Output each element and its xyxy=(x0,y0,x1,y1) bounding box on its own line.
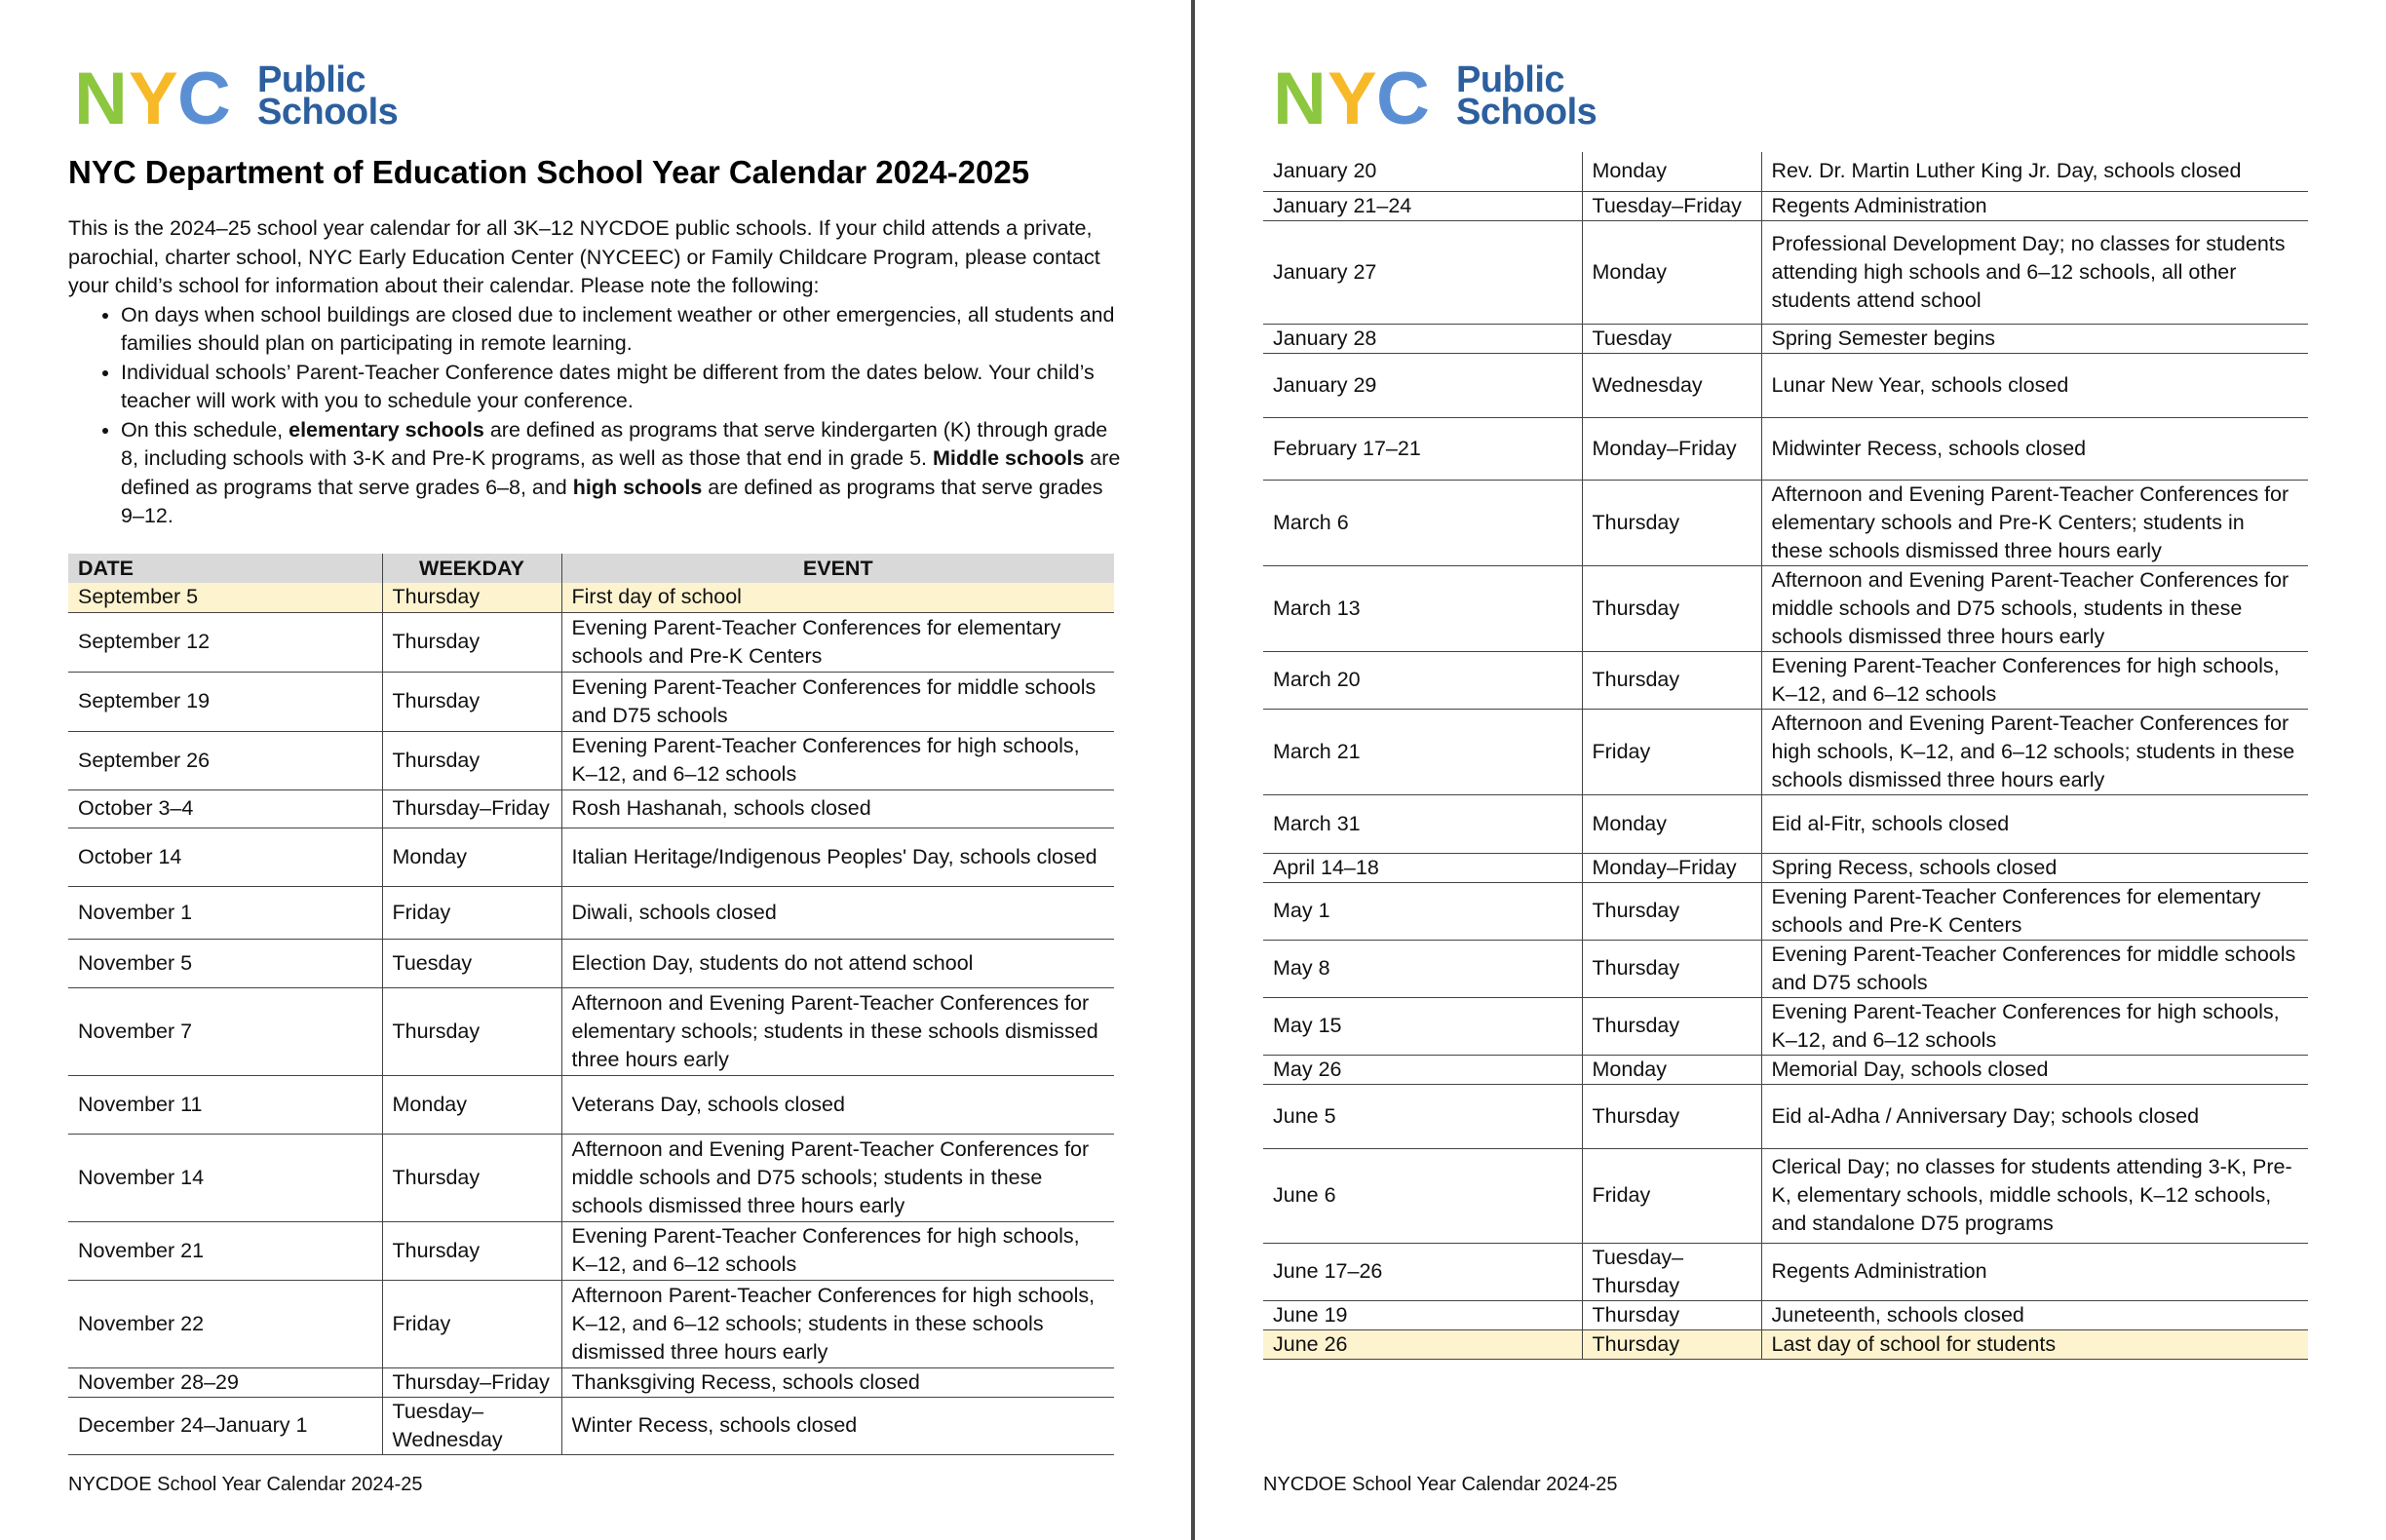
note-conference-dates: • Individual schools’ Parent-Teacher Conference dates might be different from the dates below. Your child’s teacher will work with you to schedule your conference. xyxy=(121,359,1121,416)
page-footer: NYCDOE School Year Calendar 2024-25 xyxy=(68,1474,423,1495)
cell-weekday: Thursday xyxy=(382,612,561,672)
cell-date: November 1 xyxy=(68,886,382,939)
table-row xyxy=(1263,651,2308,709)
table-row xyxy=(1263,1055,2308,1084)
svg-text:C: C xyxy=(177,65,231,128)
table-row xyxy=(68,672,1114,731)
cell-event: Evening Parent-Teacher Conferences for elementary schools and Pre-K Centers xyxy=(561,612,1114,672)
cell-event: Juneteenth, schools closed xyxy=(1761,1300,2308,1329)
cell-weekday: Wednesday xyxy=(1582,353,1761,417)
table-row xyxy=(1263,882,2308,940)
cell-event: Lunar New Year, schools closed xyxy=(1761,353,2308,417)
intro-text xyxy=(68,214,1121,531)
table-row xyxy=(1263,324,2308,353)
cell-event: Afternoon Parent-Teacher Conferences for high schools, K–12, and 6–12 schools; students in these schools dismissed three hours early xyxy=(561,1280,1114,1367)
cell-weekday: Monday xyxy=(1582,1055,1761,1084)
nyc-logo-icon xyxy=(1273,65,1446,128)
table-row xyxy=(68,789,1114,828)
cell-event: Afternoon and Evening Parent-Teacher Conferences for elementary schools and Pre-K Centers; students in these schools dismissed three hours early xyxy=(1761,480,2308,565)
cell-event: Italian Heritage/Indigenous Peoples' Day, schools closed xyxy=(561,828,1114,886)
cell-weekday: Thursday xyxy=(1582,1300,1761,1329)
cell-date: January 28 xyxy=(1263,324,1582,353)
cell-weekday: Thursday xyxy=(382,672,561,731)
cell-date: November 28–29 xyxy=(68,1367,382,1397)
table-row xyxy=(1263,709,2308,794)
cell-weekday: Thursday xyxy=(1582,565,1761,651)
table-row xyxy=(68,1134,1114,1221)
cell-event: Afternoon and Evening Parent-Teacher Conferences for middle schools and D75 schools; students in these schools dismissed three hours early xyxy=(561,1134,1114,1221)
table-row xyxy=(68,1075,1114,1134)
cell-weekday: Thursday xyxy=(382,987,561,1075)
cell-weekday: Thursday xyxy=(1582,480,1761,565)
cell-date: January 20 xyxy=(1263,152,1582,191)
table-row xyxy=(1263,353,2308,417)
cell-event: Eid al-Fitr, schools closed xyxy=(1761,794,2308,853)
svg-text:Y: Y xyxy=(1328,65,1371,128)
table-row xyxy=(1263,565,2308,651)
cell-event: Veterans Day, schools closed xyxy=(561,1075,1114,1134)
cell-weekday: Monday–Friday xyxy=(1582,853,1761,882)
note-remote-learning: • On days when school buildings are closed due to inclement weather or other emergencies, all students and families should plan on participating in remote learning. xyxy=(121,301,1121,359)
logo-line-2: Schools xyxy=(257,92,399,133)
cell-date: June 5 xyxy=(1263,1084,1582,1148)
cell-event: Diwali, schools closed xyxy=(561,886,1114,939)
cell-weekday: Monday xyxy=(1582,152,1761,191)
table-row xyxy=(68,828,1114,886)
table-body xyxy=(68,583,1114,1454)
cell-event: Evening Parent-Teacher Conferences for middle schools and D75 schools xyxy=(1761,940,2308,997)
table-row xyxy=(1263,1084,2308,1148)
cell-event: Winter Recess, schools closed xyxy=(561,1397,1114,1454)
cell-weekday: Thursday xyxy=(382,1221,561,1280)
calendar-table-page-1 xyxy=(68,554,1114,1455)
cell-weekday: Monday xyxy=(1582,794,1761,853)
cell-date: March 21 xyxy=(1263,709,1582,794)
cell-weekday: Monday–Friday xyxy=(1582,417,1761,480)
cell-weekday: Tuesday xyxy=(382,939,561,987)
table-row xyxy=(1263,1329,2308,1359)
cell-weekday: Thursday xyxy=(1582,1084,1761,1148)
table-row xyxy=(68,1280,1114,1367)
cell-date: September 12 xyxy=(68,612,382,672)
cell-weekday: Thursday xyxy=(382,1134,561,1221)
cell-date: November 11 xyxy=(68,1075,382,1134)
table-row xyxy=(68,1397,1114,1454)
table-row xyxy=(1263,480,2308,565)
cell-date: September 26 xyxy=(68,731,382,789)
logo-wordmark xyxy=(257,59,399,133)
cell-weekday: Tuesday–Wednesday xyxy=(382,1397,561,1454)
calendar-table-page-2 xyxy=(1263,152,2308,1360)
cell-event: Regents Administration xyxy=(1761,1243,2308,1300)
cell-event: Evening Parent-Teacher Conferences for high schools, K–12, and 6–12 schools xyxy=(561,1221,1114,1280)
table-row xyxy=(68,583,1114,612)
cell-date: May 8 xyxy=(1263,940,1582,997)
column-header-event: EVENT xyxy=(561,554,1114,583)
cell-event: Spring Semester begins xyxy=(1761,324,2308,353)
cell-event: Rosh Hashanah, schools closed xyxy=(561,789,1114,828)
cell-event: Thanksgiving Recess, schools closed xyxy=(561,1367,1114,1397)
cell-weekday: Thursday xyxy=(382,583,561,612)
cell-date: November 5 xyxy=(68,939,382,987)
cell-event: Eid al-Adha / Anniversary Day; schools closed xyxy=(1761,1084,2308,1148)
svg-text:N: N xyxy=(1273,65,1321,128)
cell-event: Rev. Dr. Martin Luther King Jr. Day, schools closed xyxy=(1761,152,2308,191)
cell-event: Evening Parent-Teacher Conferences for high schools, K–12, and 6–12 schools xyxy=(1761,997,2308,1055)
table-row xyxy=(68,1367,1114,1397)
cell-event: Regents Administration xyxy=(1761,191,2308,220)
nyc-logo-icon xyxy=(74,65,248,128)
cell-event: Memorial Day, schools closed xyxy=(1761,1055,2308,1084)
cell-weekday: Monday xyxy=(382,1075,561,1134)
cell-date: February 17–21 xyxy=(1263,417,1582,480)
table-body xyxy=(1263,152,2308,1359)
page-footer: NYCDOE School Year Calendar 2024-25 xyxy=(1263,1474,1618,1495)
cell-date: June 26 xyxy=(1263,1329,1582,1359)
nyc-public-schools-logo xyxy=(1273,59,1597,133)
table-row xyxy=(1263,940,2308,997)
cell-event: Evening Parent-Teacher Conferences for middle schools and D75 schools xyxy=(561,672,1114,731)
cell-date: January 29 xyxy=(1263,353,1582,417)
cell-date: November 7 xyxy=(68,987,382,1075)
table-row xyxy=(68,987,1114,1075)
cell-event: Evening Parent-Teacher Conferences for high schools, K–12, and 6–12 schools xyxy=(561,731,1114,789)
cell-date: March 31 xyxy=(1263,794,1582,853)
svg-text:C: C xyxy=(1376,65,1430,128)
cell-event: Midwinter Recess, schools closed xyxy=(1761,417,2308,480)
cell-event: Spring Recess, schools closed xyxy=(1761,853,2308,882)
nyc-public-schools-logo xyxy=(74,59,399,133)
notes-list xyxy=(68,301,1121,531)
cell-date: December 24–January 1 xyxy=(68,1397,382,1454)
table-row xyxy=(68,612,1114,672)
table-row xyxy=(1263,220,2308,324)
table-row xyxy=(1263,152,2308,191)
cell-weekday: Friday xyxy=(1582,1148,1761,1243)
cell-date: January 27 xyxy=(1263,220,1582,324)
cell-weekday: Friday xyxy=(382,1280,561,1367)
cell-weekday: Thursday xyxy=(1582,940,1761,997)
cell-event: Clerical Day; no classes for students attending 3-K, Pre-K, elementary schools, middle schools, K–12 schools, and standalone D75 programs xyxy=(1761,1148,2308,1243)
cell-date: March 6 xyxy=(1263,480,1582,565)
column-header-date: DATE xyxy=(68,554,382,583)
cell-date: June 6 xyxy=(1263,1148,1582,1243)
cell-date: October 14 xyxy=(68,828,382,886)
note-school-definitions: • On this schedule, elementary schools are defined as programs that serve kindergarten (K) through grade 8, including schools with 3-K and Pre-K programs, as well as those that end in grade 5. Middle schools are defined as programs that serve grades 6–8, and high schools are defined as programs that serve grades 9–12. xyxy=(121,416,1121,531)
cell-weekday: Thursday–Friday xyxy=(382,789,561,828)
cell-event: Afternoon and Evening Parent-Teacher Conferences for high schools, K–12, and 6–12 schools; students in these schools dismissed three hours early xyxy=(1761,709,2308,794)
cell-date: September 19 xyxy=(68,672,382,731)
cell-weekday: Thursday xyxy=(1582,651,1761,709)
logo-line-1: Public xyxy=(257,59,366,100)
cell-weekday: Tuesday–Thursday xyxy=(1582,1243,1761,1300)
table-header-row xyxy=(68,554,1114,583)
table-row xyxy=(68,939,1114,987)
column-header-weekday: WEEKDAY xyxy=(382,554,561,583)
table-row xyxy=(1263,997,2308,1055)
table-row xyxy=(1263,794,2308,853)
cell-event: Evening Parent-Teacher Conferences for elementary schools and Pre-K Centers xyxy=(1761,882,2308,940)
cell-weekday: Monday xyxy=(1582,220,1761,324)
cell-weekday: Thursday xyxy=(1582,997,1761,1055)
cell-weekday: Friday xyxy=(1582,709,1761,794)
cell-date: November 14 xyxy=(68,1134,382,1221)
cell-weekday: Monday xyxy=(382,828,561,886)
svg-text:Y: Y xyxy=(129,65,173,128)
cell-date: May 1 xyxy=(1263,882,1582,940)
cell-date: January 21–24 xyxy=(1263,191,1582,220)
table-row xyxy=(1263,1243,2308,1300)
cell-weekday: Tuesday xyxy=(1582,324,1761,353)
page-2 xyxy=(1195,0,2386,1540)
cell-date: March 13 xyxy=(1263,565,1582,651)
table-row xyxy=(1263,417,2308,480)
cell-event: Professional Development Day; no classes for students attending high schools and 6–12 schools, all other students attend school xyxy=(1761,220,2308,324)
cell-date: May 26 xyxy=(1263,1055,1582,1084)
cell-date: November 22 xyxy=(68,1280,382,1367)
intro-paragraph: This is the 2024–25 school year calendar for all 3K–12 NYCDOE public schools. If your child attends a private, parochial, charter school, NYC Early Education Center (NYCEEC) or Family Childcare Program, please contact your child’s school for information about their calendar. Please note the following: xyxy=(68,216,1100,297)
cell-event: Evening Parent-Teacher Conferences for high schools, K–12, and 6–12 schools xyxy=(1761,651,2308,709)
cell-date: October 3–4 xyxy=(68,789,382,828)
cell-weekday: Tuesday–Friday xyxy=(1582,191,1761,220)
cell-date: November 21 xyxy=(68,1221,382,1280)
table-row xyxy=(68,731,1114,789)
logo-line-1: Public xyxy=(1456,59,1565,100)
cell-weekday: Thursday xyxy=(1582,882,1761,940)
cell-date: April 14–18 xyxy=(1263,853,1582,882)
cell-date: September 5 xyxy=(68,583,382,612)
cell-event: Last day of school for students xyxy=(1761,1329,2308,1359)
cell-event: Afternoon and Evening Parent-Teacher Conferences for middle schools and D75 schools, students in these schools dismissed three hours early xyxy=(1761,565,2308,651)
table-row xyxy=(1263,853,2308,882)
logo-wordmark xyxy=(1456,59,1597,133)
cell-weekday: Thursday xyxy=(1582,1329,1761,1359)
page-1 xyxy=(0,0,1191,1540)
cell-event: Afternoon and Evening Parent-Teacher Conferences for elementary schools; students in these schools dismissed three hours early xyxy=(561,987,1114,1075)
table-row xyxy=(1263,191,2308,220)
cell-weekday: Thursday–Friday xyxy=(382,1367,561,1397)
cell-date: June 17–26 xyxy=(1263,1243,1582,1300)
cell-weekday: Thursday xyxy=(382,731,561,789)
cell-date: May 15 xyxy=(1263,997,1582,1055)
table-row xyxy=(68,886,1114,939)
page-title: NYC Department of Education School Year Calendar 2024-2025 xyxy=(68,154,1030,190)
cell-date: March 20 xyxy=(1263,651,1582,709)
logo-line-2: Schools xyxy=(1456,92,1597,133)
table-row xyxy=(1263,1300,2308,1329)
table-row xyxy=(68,1221,1114,1280)
cell-event: Election Day, students do not attend school xyxy=(561,939,1114,987)
table-row xyxy=(1263,1148,2308,1243)
cell-weekday: Friday xyxy=(382,886,561,939)
cell-date: June 19 xyxy=(1263,1300,1582,1329)
svg-text:N: N xyxy=(74,65,122,128)
cell-event: First day of school xyxy=(561,583,1114,612)
